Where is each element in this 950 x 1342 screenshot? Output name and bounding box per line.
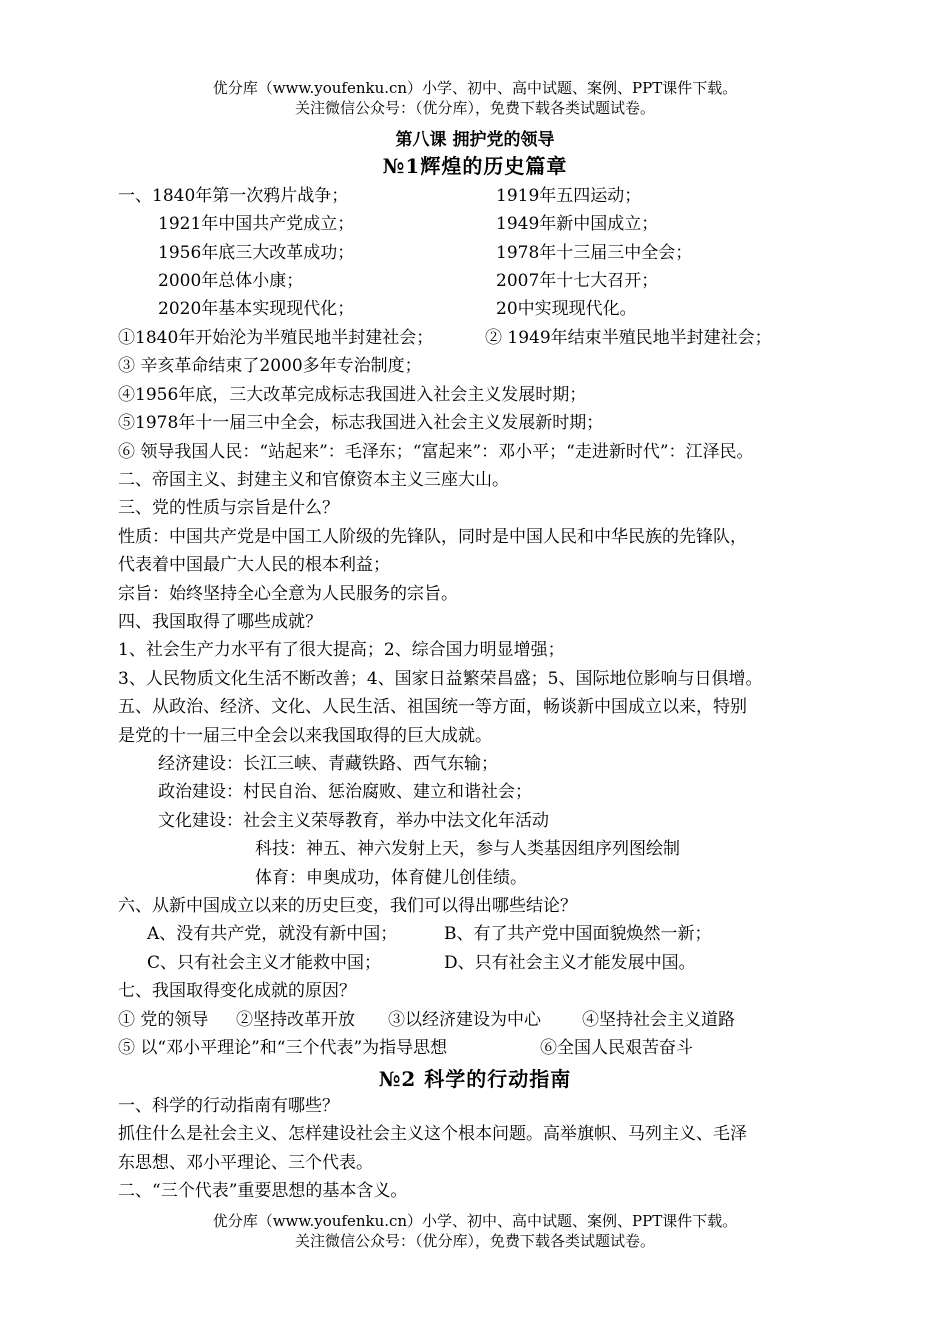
- footer-line-2: 关注微信公众号：（优分库），免费下载各类试题试卷。: [294, 1232, 655, 1250]
- lesson-title: 第八课 拥护党的领导: [395, 130, 555, 150]
- timeline-left-4: 2000年总体小康；: [158, 271, 304, 291]
- timeline-right-2: 1949年新中国成立；: [496, 214, 659, 234]
- section-2-question-2: 二、“三个代表”重要思想的基本含义。: [118, 1181, 408, 1201]
- reason-6: ⑥全国人民艰苦奋斗: [540, 1038, 693, 1058]
- conclusion-c: C、只有社会主义才能救中国；: [147, 953, 382, 973]
- achievements-line-1: 1、社会生产力水平有了很大提高；2、综合国力明显增强；: [118, 640, 565, 660]
- section-2-answer-line-2: 东思想、邓小平理论、三个代表。: [118, 1153, 373, 1173]
- question-5-title-2: 是党的十一届三中全会以来我国取得的巨大成就。: [118, 726, 492, 746]
- conclusion-d: D、只有社会主义才能发展中国。: [444, 953, 696, 973]
- tech-line: 科技：神五、神六发射上天，参与人类基因组序列图绘制: [255, 839, 680, 859]
- timeline-left-5: 2020年基本实现现代化；: [158, 299, 355, 319]
- politics-line: 政治建设：村民自治、惩治腐败、建立和谐社会；: [158, 782, 532, 802]
- nature-line-2: 代表着中国最广大人民的根本利益；: [118, 555, 390, 575]
- purpose-line: 宗旨：始终坚持全心全意为人民服务的宗旨。: [118, 584, 458, 604]
- question-4-title: 四、我国取得了哪些成就？: [118, 612, 322, 632]
- timeline-right-1: 1919年五四运动；: [496, 186, 642, 206]
- timeline-right-3: 1978年十三届三中全会；: [496, 243, 693, 263]
- reason-5: ⑤ 以“邓小平理论”和“三个代表”为指导思想: [118, 1038, 448, 1058]
- timeline-right-4: 2007年十七大召开；: [496, 271, 659, 291]
- section-1-title: №1辉煌的历史篇章: [382, 154, 568, 178]
- conclusion-b: B、有了共产党中国面貌焕然一新；: [444, 924, 712, 944]
- section-2-title: №2 科学的行动指南: [378, 1067, 572, 1091]
- section-2-question-1: 一、科学的行动指南有哪些？: [118, 1096, 339, 1116]
- timeline-right-5: 20中实现现代化。: [496, 299, 637, 319]
- point-4: ④1956年底，三大改革完成标志我国进入社会主义发展时期；: [118, 385, 587, 405]
- point-6: ⑥ 领导我国人民：“站起来”：毛泽东；“富起来”：邓小平；“走进新时代”：江泽民。: [118, 442, 754, 462]
- achievements-line-2: 3、人民物质文化生活不断改善；4、国家日益繁荣昌盛；5、国际地位影响与日俱增。: [118, 669, 763, 689]
- economy-line: 经济建设：长江三峡、青藏铁路、西气东输；: [158, 754, 498, 774]
- question-3-title: 三、党的性质与宗旨是什么？: [118, 498, 339, 518]
- timeline-left-3: 1956年底三大改革成功；: [158, 243, 355, 263]
- question-2: 二、帝国主义、封建主义和官僚资本主义三座大山。: [118, 470, 509, 490]
- reason-3: ③以经济建设为中心: [388, 1010, 541, 1030]
- question-7-title: 七、我国取得变化成就的原因？: [118, 981, 356, 1001]
- section-2-answer-line-1: 抓住什么是社会主义、怎样建设社会主义这个根本问题。高举旗帜、马列主义、毛泽: [118, 1124, 747, 1144]
- nature-line-1: 性质：中国共产党是中国工人阶级的先锋队，同时是中国人民和中华民族的先锋队，: [118, 527, 747, 547]
- question-6-title: 六、从新中国成立以来的历史巨变，我们可以得出哪些结论？: [118, 896, 577, 916]
- point-2: ② 1949年结束半殖民地半封建社会；: [485, 328, 772, 348]
- footer-line-1: 优分库（www.youfenku.cn）小学、初中、高中试题、案例、PPT课件下载。: [212, 1212, 738, 1230]
- reason-1: ① 党的领导: [118, 1010, 209, 1030]
- culture-line: 文化建设：社会主义荣辱教育，举办中法文化年活动: [158, 811, 549, 831]
- timeline-left-1: 一、1840年第一次鸦片战争；: [118, 186, 349, 206]
- header-line-2: 关注微信公众号：（优分库），免费下载各类试题试卷。: [294, 99, 655, 117]
- sports-line: 体育：申奥成功，体育健儿创佳绩。: [255, 868, 527, 888]
- reason-4: ④坚持社会主义道路: [582, 1010, 735, 1030]
- header-line-1: 优分库（www.youfenku.cn）小学、初中、高中试题、案例、PPT课件下载。: [212, 79, 738, 97]
- point-1: ①1840年开始沦为半殖民地半封建社会；: [118, 328, 434, 348]
- point-3: ③ 辛亥革命结束了2000多年专治制度；: [118, 356, 422, 376]
- conclusion-a: A、没有共产党，就没有新中国；: [147, 924, 398, 944]
- question-5-title-1: 五、从政治、经济、文化、人民生活、祖国统一等方面，畅谈新中国成立以来，特别: [118, 697, 747, 717]
- timeline-left-2: 1921年中国共产党成立；: [158, 214, 355, 234]
- reason-2: ②坚持改革开放: [236, 1010, 355, 1030]
- point-5: ⑤1978年十一届三中全会，标志我国进入社会主义发展新时期；: [118, 413, 604, 433]
